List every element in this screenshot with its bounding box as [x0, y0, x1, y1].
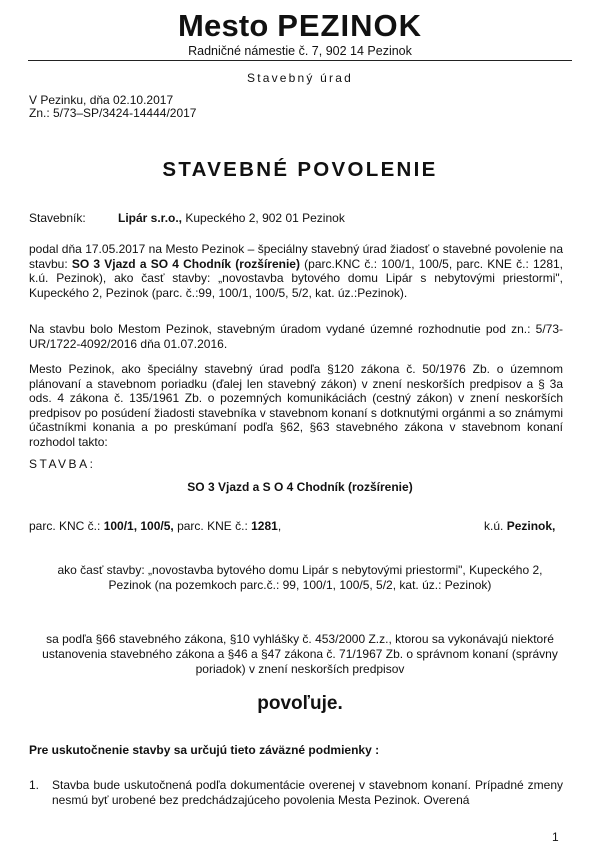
builder-value	[118, 211, 345, 225]
parcels-text-2: parc. KNE č.:	[173, 519, 252, 533]
municipality-address: Radničné námestie č. 7, 902 14 Pezinok	[188, 44, 412, 58]
builder-label: Stavebník:	[29, 211, 86, 225]
document-title: STAVEBNÉ POVOLENIE	[162, 158, 438, 181]
office-name: Stavebný úrad	[247, 71, 353, 85]
legal-basis: sa podľa §66 stavebného zákona, §10 vyhlášky č. 453/2000 Z.z., ktorou sa vykonávajú niektoré ustanovenia stavebného zákona a §46 a §47 zákona č. 71/1967 Zb. o správnom konaní (správny poriadok) v znení neskorších predpisov	[42, 632, 558, 676]
cadastral-value: Pezinok,	[506, 519, 556, 533]
cadastral-area	[484, 519, 555, 533]
application-paragraph	[29, 242, 563, 300]
municipality-title	[0, 8, 600, 44]
parcel-numbers	[29, 519, 281, 533]
parcels-knc: 100/1, 100/5,	[103, 519, 174, 533]
header-divider	[28, 60, 572, 61]
application-object: SO 3 Vjazd a SO 4 Chodník (rozšírenie)	[71, 256, 300, 271]
title-city: PEZINOK	[277, 8, 422, 43]
place-date: V Pezinku, dňa 02.10.2017	[29, 93, 174, 107]
conditions-heading: Pre uskutočnenie stavby sa určujú tieto záväzné podmienky :	[29, 743, 380, 757]
cadastral-label: k.ú.	[484, 519, 507, 533]
zoning-decision-paragraph: Na stavbu bolo Mestom Pezinok, stavebným úradom vydané územné rozhodnutie pod zn.: 5/73-UR/1722-4092/2016 dňa 01.07.2016.	[29, 322, 563, 351]
stavba-label: STAVBA:	[29, 457, 96, 471]
authority-paragraph: Mesto Pezinok, ako špeciálny stavebný úrad podľa §120 zákona č. 50/1976 Zb. o územnom plánovaní a stavebnom poriadku (ďalej len stavebný zákon) v znení neskorších predpisov a § 3a ods. 4 zákona č. 135/1961 Zb. o pozemných komunikáciách (cestný zákon) v znení neskorších predpisov po posúdení žiadosti stavebníka v stavebnom konaní s dotknutými orgánmi a so známymi účastníkmi konania a po preskúmaní podľa §62, §63 stavebného zákona v stavebnom konaní rozhodol takto:	[29, 362, 563, 449]
construction-object: SO 3 Vjazd a S O 4 Chodník (rozšírenie)	[187, 480, 413, 494]
builder-name: Lipár s.r.o.,	[118, 211, 183, 225]
part-of-construction: ako časť stavby: „novostavba bytového domu Lipár s nebytovými priestormi", Kupeckého 2, Pezinok (na pozemkoch parc.č.: 99, 100/1, 100/5, 5/2, kat. úz.: Pezinok)	[57, 563, 543, 592]
condition-text: Stavba bude uskutočnená podľa dokumentácie overenej v stavebnom konaní. Prípadné zmeny nesmú byť urobené bez predchádzajúceho povolenia Mesta Pezinok. Overená	[52, 778, 563, 807]
parcels-text-3: ,	[277, 519, 282, 533]
title-prefix: Mesto	[178, 8, 269, 43]
page-number: 1	[552, 830, 559, 844]
reference-number: Zn.: 5/73–SP/3424-14444/2017	[29, 106, 197, 120]
condition-number: 1.	[29, 778, 40, 792]
parcels-text-1: parc. KNC č.:	[29, 519, 104, 533]
application-text-2: (parc.KNC č.: 100/1, 100/5, parc. KNE č.: 1281, k.ú. Pezinok), ako časť stavby: „novostavba bytového domu Lipár s nebytovými priestormi", Kupeckého 2, Pezinok (parc. č.:99, 100/1, 100/5, 5/2, kat. úz.:Pezinok).	[29, 256, 563, 300]
builder-address: Kupeckého 2, 902 01 Pezinok	[182, 211, 345, 225]
application-text-1: podal dňa 17.05.2017 na Mesto Pezinok – špeciálny stavebný úrad žiadosť o stavebné povolenie na stavbu:	[29, 242, 563, 271]
decision-verdict: povoľuje.	[257, 693, 343, 714]
parcels-kne: 1281	[251, 519, 278, 533]
